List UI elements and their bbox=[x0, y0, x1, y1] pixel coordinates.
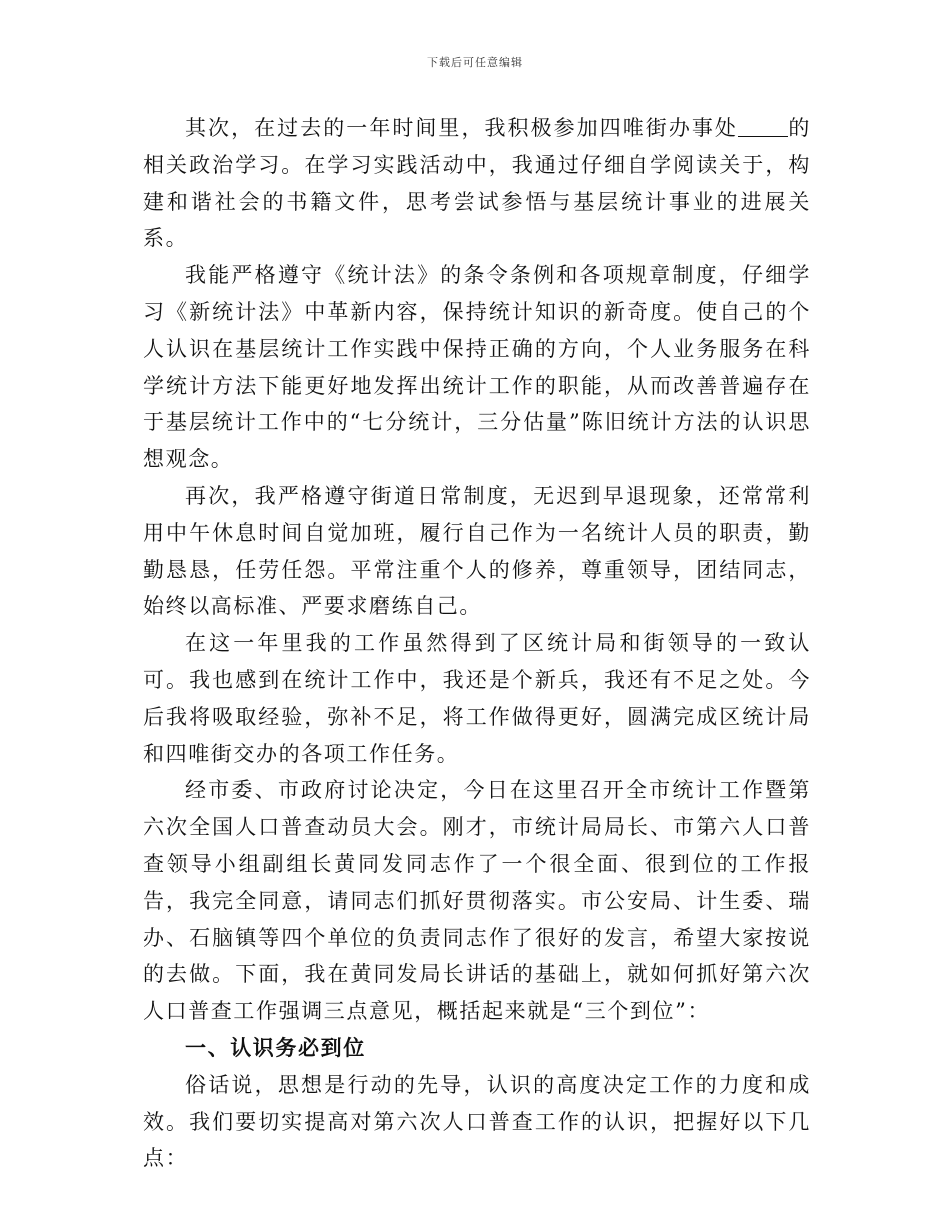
document-body bbox=[143, 110, 811, 1177]
paragraph-1-text-b: 的相关政治学习。在学习实践活动中，我通过仔细自学阅读关于，构建和谐社会的书籍文件，思考尝试参悟与基层统计事业的进展关系。 bbox=[143, 116, 811, 251]
paragraph-4: 在这一年里我的工作虽然得到了区统计局和街领导的一致认可。我也感到在统计工作中，我还是个新兵，我还有不足之处。今后我将吸取经验，弥补不足，将工作做得更好，圆满完成区统计局和四唯街交办的各项工作任务。 bbox=[143, 631, 811, 766]
section-heading-1: 一、认识务必到位 bbox=[185, 1034, 366, 1060]
paragraph-1 bbox=[143, 110, 811, 257]
page-header-note: 下载后可任意编辑 bbox=[427, 56, 523, 69]
paragraph-3: 再次，我严格遵守街道日常制度，无迟到早退现象，还常常利用中午休息时间自觉加班，履行自己作为一名统计人员的职责，勤勤恳恳，任劳任怨。平常注重个人的修养，尊重领导，团结同志，始终以高标准、严要求磨练自己。 bbox=[143, 483, 811, 619]
paragraph-5: 经市委、市政府讨论决定，今日在这里召开全市统计工作暨第六次全国人口普查动员大会。刚才，市统计局局长、市第六人口普查领导小组副组长黄同发同志作了一个很全面、很到位的工作报告，我完全同意，请同志们抓好贯彻落实。市公安局、计生委、瑞办、石脑镇等四个单位的负责同志作了很好的发言，希望大家按说的去做。下面，我在黄同发局长讲话的基础上，就如何抓好第六次人口普查工作强调三点意见，概括起来就是“三个到位”： bbox=[143, 778, 811, 1024]
paragraph-2: 我能严格遵守《统计法》的条令条例和各项规章制度，仔细学习《新统计法》中革新内容，保持统计知识的新奇度。使自己的个人认识在基层统计工作实践中保持正确的方向，个人业务服务在科学统计方法下能更好地发挥出统计工作的职能，从而改善普遍存在于基层统计工作中的“七分统计，三分估量”陈旧统计方法的认识思想观念。 bbox=[143, 263, 811, 472]
paragraph-6: 俗话说，思想是行动的先导，认识的高度决定工作的力度和成效。我们要切实提高对第六次人口普查工作的认识，把握好以下几点： bbox=[143, 1072, 811, 1171]
paragraph-1-text-a: 其次，在过去的一年时间里，我积极参加四唯街办事处 bbox=[185, 116, 738, 140]
fill-in-blank bbox=[738, 116, 788, 137]
